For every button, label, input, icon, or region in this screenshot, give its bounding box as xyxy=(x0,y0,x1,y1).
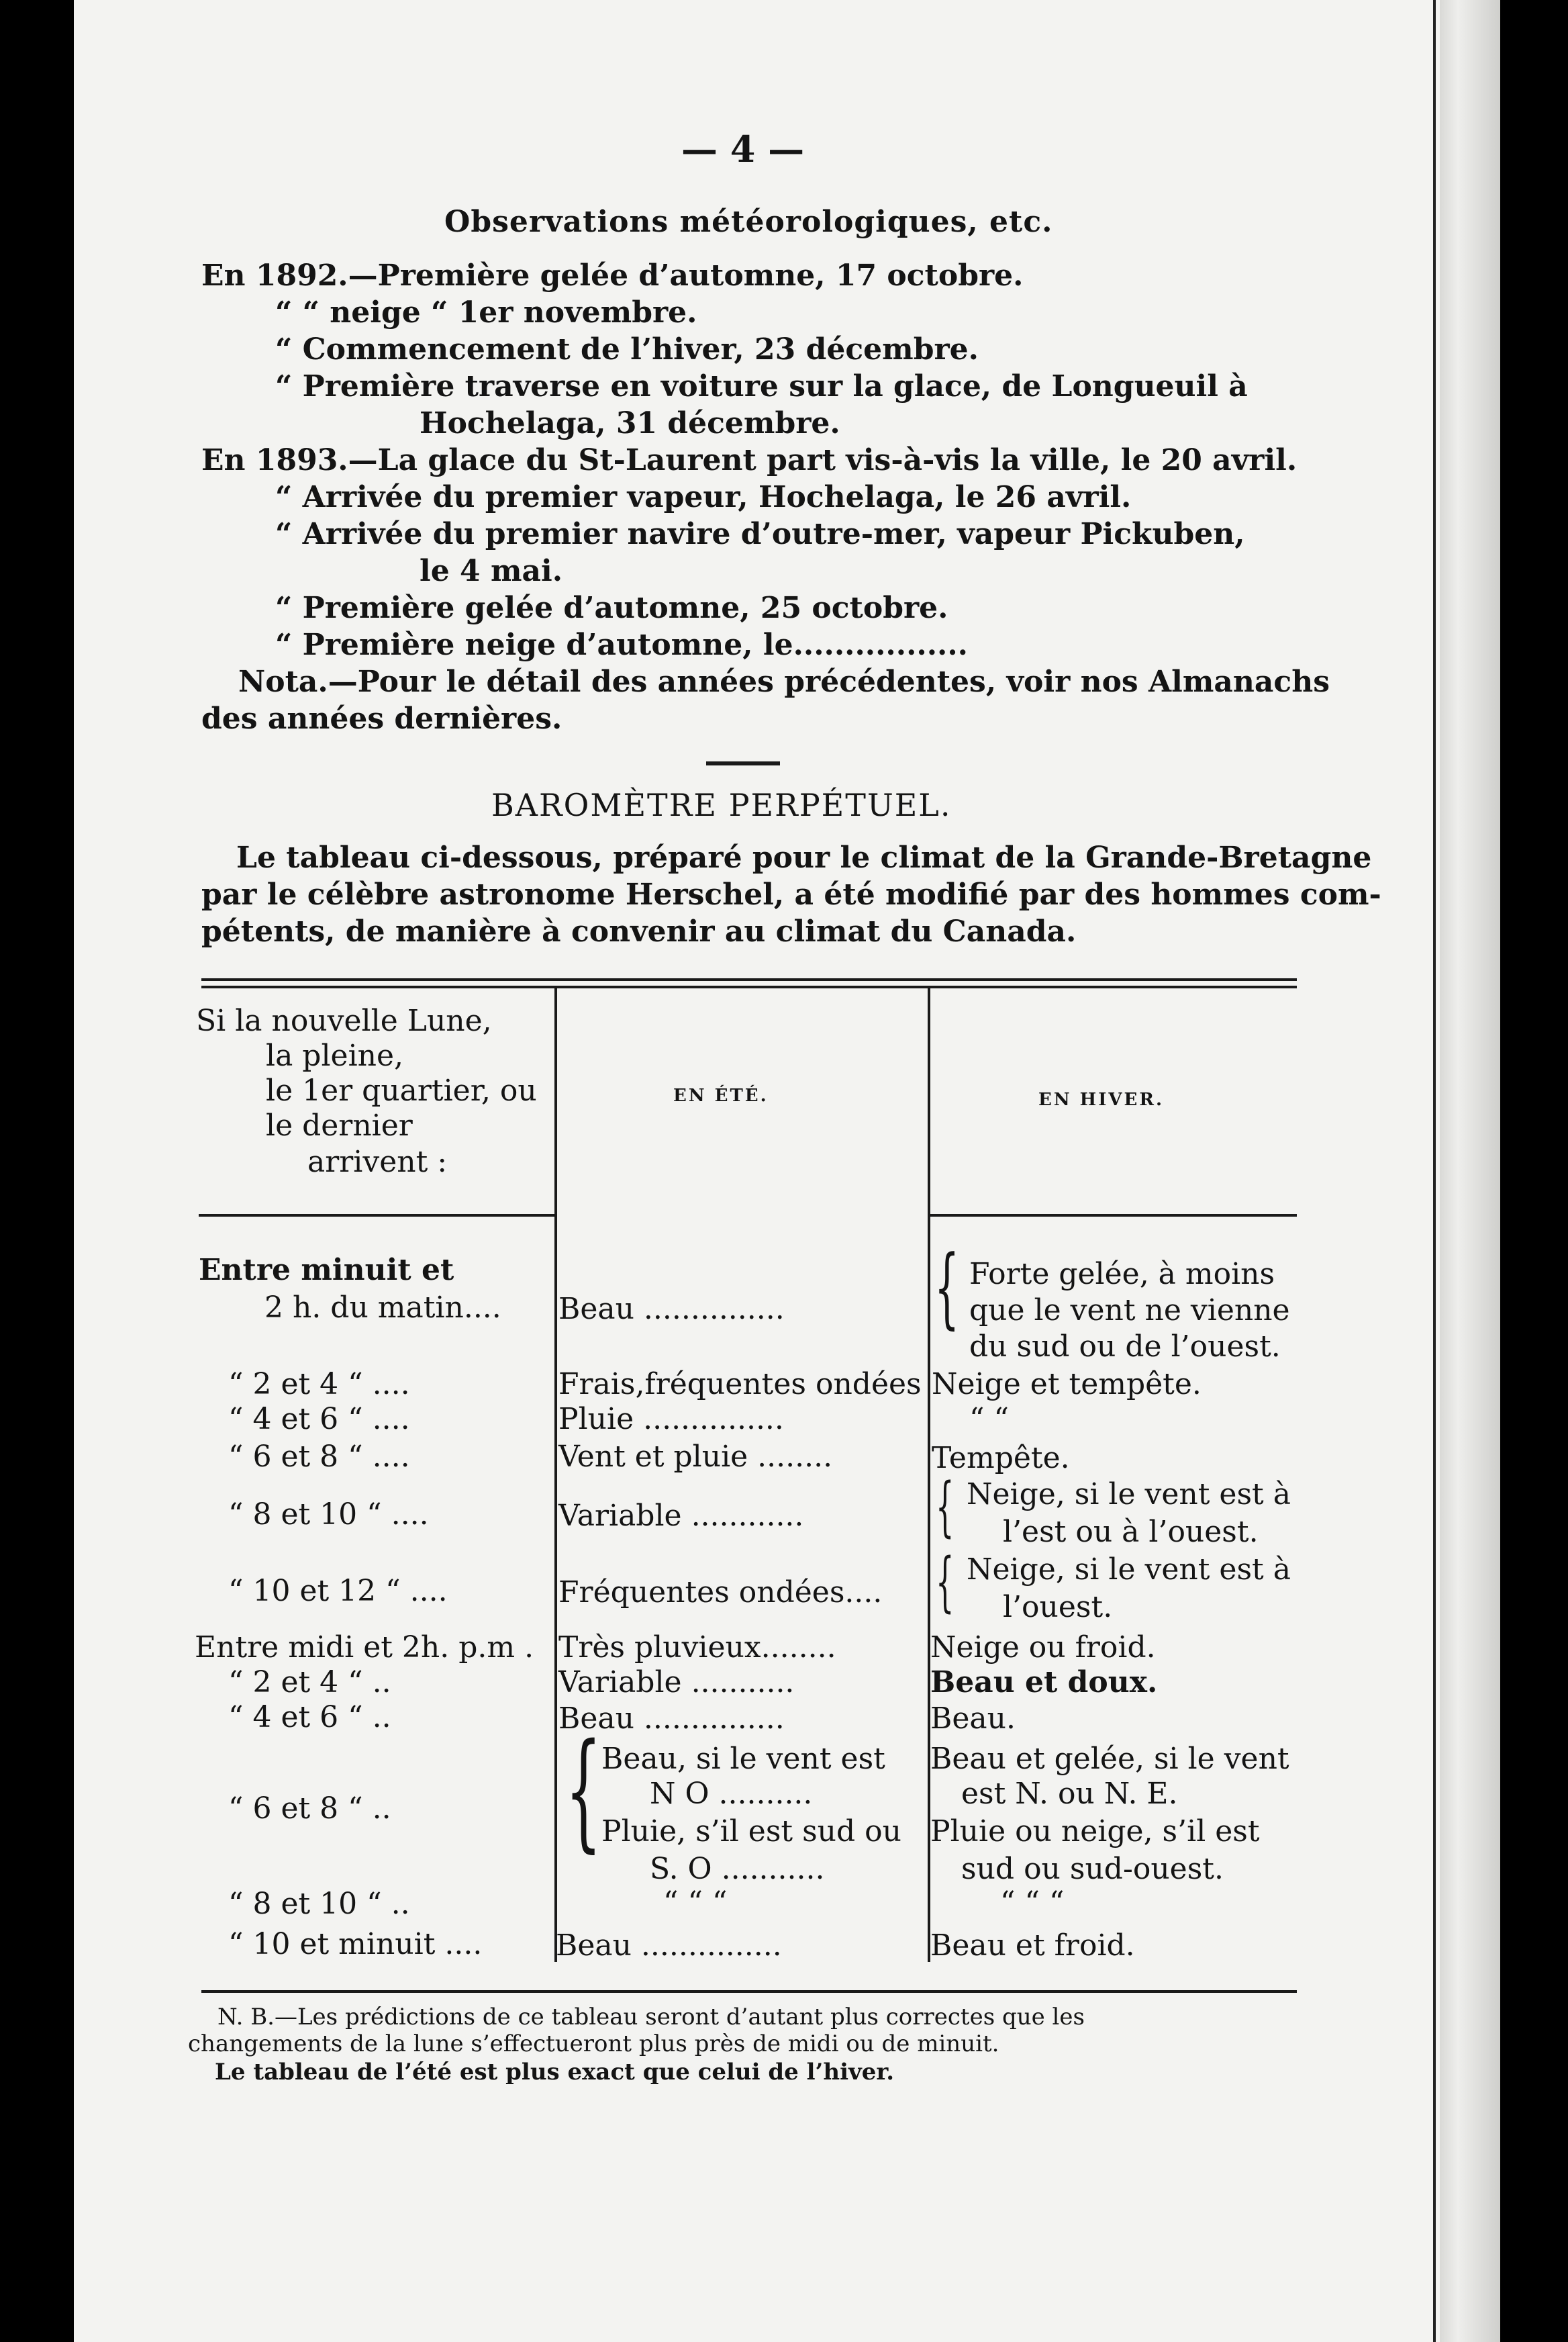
row-ete: N O .......... xyxy=(650,1777,813,1811)
row-time: “ 4 et 6 “ .. xyxy=(228,1700,391,1734)
row-time: “ 2 et 4 “ .. xyxy=(228,1665,391,1699)
intro-line: Le tableau ci-dessous, préparé pour le climat de la Grande-Bretagne xyxy=(236,841,1372,875)
row-ete: Très pluvieux........ xyxy=(558,1630,836,1665)
row-hiver: Neige ou froid. xyxy=(930,1630,1156,1665)
obs-line: “ Première neige d’automne, le................. xyxy=(275,628,968,662)
obs-line: “ Arrivée du premier vapeur, Hochelaga, le 26 avril. xyxy=(275,480,1132,514)
row-hiver: que le vent ne vienne xyxy=(969,1293,1290,1327)
brace-icon: { xyxy=(565,1716,602,1865)
header-rule-right xyxy=(930,1214,1297,1217)
col1-header-line: la pleine, xyxy=(266,1039,404,1073)
footnote-line: N. B.—Les prédictions de ce tableau seront d’autant plus correctes que les xyxy=(217,2004,1085,2030)
table-bottom-rule xyxy=(201,1990,1297,1993)
page-edge-line xyxy=(1433,0,1436,2342)
row-ete: Frais,fréquentes ondées xyxy=(558,1367,922,1401)
row-ete: Beau, si le vent est xyxy=(601,1742,885,1776)
observations-heading: Observations météorologiques, etc. xyxy=(444,205,1053,239)
row-time: “ 10 et minuit .... xyxy=(228,1927,483,1961)
obs-line: “ Arrivée du premier navire d’outre-mer, vapeur Pickuben, xyxy=(275,517,1245,551)
row-hiver: Neige, si le vent est à xyxy=(967,1552,1291,1587)
row-time: 2 h. du matin.... xyxy=(264,1291,501,1325)
col2-header: EN ÉTÉ. xyxy=(673,1086,769,1106)
row-time: “ 2 et 4 “ .... xyxy=(228,1367,410,1401)
obs-line: En 1893.—La glace du St-Laurent part vis-à-vis la ville, le 20 avril. xyxy=(201,443,1297,477)
row-time: “ 6 et 8 “ .... xyxy=(228,1440,410,1474)
obs-line: En 1892.—Première gelée d’automne, 17 octobre. xyxy=(201,259,1024,293)
brace-icon: { xyxy=(936,1469,954,1544)
obs-line: “ Première traverse en voiture sur la glace, de Longueuil à xyxy=(275,369,1248,404)
row-time: Entre minuit et xyxy=(199,1253,454,1287)
row-hiver: l’est ou à l’ouest. xyxy=(1003,1515,1259,1549)
table-top-rule xyxy=(201,978,1297,981)
col1-header-line: Si la nouvelle Lune, xyxy=(196,1004,492,1038)
row-time: Entre midi et 2h. p.m . xyxy=(195,1630,534,1665)
brace-icon: { xyxy=(936,1544,954,1620)
footnote-line: Le tableau de l’été est plus exact que celui de l’hiver. xyxy=(215,2059,895,2086)
row-hiver: “ “ “ xyxy=(1000,1885,1065,1920)
intro-line: pétents, de manière à convenir au climat du Canada. xyxy=(201,915,1077,949)
row-hiver: “ “ xyxy=(969,1402,1009,1436)
obs-line: “ Première gelée d’automne, 25 octobre. xyxy=(275,591,948,625)
table-top-rule-2 xyxy=(201,986,1297,988)
row-time: “ 6 et 8 “ .. xyxy=(228,1791,391,1826)
row-hiver: Beau et doux. xyxy=(930,1665,1158,1699)
intro-line: par le célèbre astronome Herschel, a été modifié par des hommes com- xyxy=(201,878,1381,912)
page-edge-right xyxy=(1440,0,1500,2342)
row-ete: “ “ “ xyxy=(663,1885,728,1920)
header-rule-left xyxy=(199,1214,556,1217)
obs-line: “ “ neige “ 1er novembre. xyxy=(275,295,697,330)
row-hiver: Beau et gelée, si le vent xyxy=(930,1742,1289,1776)
barometer-title: BAROMÈTRE PERPÉTUEL. xyxy=(491,787,952,823)
section-divider xyxy=(706,761,780,765)
row-hiver: sud ou sud-ouest. xyxy=(961,1852,1224,1886)
row-hiver: Neige et tempête. xyxy=(932,1367,1202,1401)
row-ete: Variable ............ xyxy=(558,1499,804,1533)
row-hiver: est N. ou N. E. xyxy=(961,1777,1178,1811)
row-time: “ 10 et 12 “ .... xyxy=(228,1574,448,1608)
row-hiver: Pluie ou neige, s’il est xyxy=(930,1814,1260,1848)
row-time: “ 4 et 6 “ .... xyxy=(228,1402,410,1436)
obs-line: “ Commencement de l’hiver, 23 décembre. xyxy=(275,332,979,367)
col1-header-line: le 1er quartier, ou xyxy=(266,1074,537,1108)
brace-icon: { xyxy=(934,1236,960,1338)
row-ete: Variable ........... xyxy=(558,1665,795,1699)
col3-header: EN HIVER. xyxy=(1038,1090,1165,1110)
row-ete: Fréquentes ondées.... xyxy=(558,1575,883,1609)
row-ete: Beau ............... xyxy=(558,1292,785,1326)
row-hiver: Beau. xyxy=(930,1701,1016,1736)
col1-header-line: le dernier xyxy=(266,1109,413,1143)
footnote-line: changements de la lune s’effectueront plus près de midi ou de minuit. xyxy=(188,2030,999,2057)
obs-nota-line: Nota.—Pour le détail des années précédentes, voir nos Almanachs xyxy=(238,665,1330,699)
page-number: — 4 — xyxy=(681,128,805,171)
row-ete: Beau ............... xyxy=(556,1928,782,1963)
row-time: “ 8 et 10 “ .... xyxy=(228,1497,429,1532)
row-hiver: Forte gelée, à moins xyxy=(969,1257,1275,1291)
obs-line: des années dernières. xyxy=(201,702,562,736)
row-time: “ 8 et 10 “ .. xyxy=(228,1887,410,1921)
row-hiver: Beau et froid. xyxy=(930,1928,1135,1963)
row-ete: Vent et pluie ........ xyxy=(558,1440,833,1474)
row-hiver: l’ouest. xyxy=(1003,1590,1113,1624)
column-rule-1 xyxy=(554,988,557,1962)
obs-line: Hochelaga, 31 décembre. xyxy=(420,406,840,440)
row-ete: S. O ........... xyxy=(650,1852,825,1886)
row-hiver: Tempête. xyxy=(932,1441,1070,1475)
row-ete: Pluie ............... xyxy=(558,1402,784,1436)
row-hiver: Neige, si le vent est à xyxy=(967,1477,1291,1511)
col1-header-line: arrivent : xyxy=(307,1145,448,1179)
row-ete: Beau ............... xyxy=(558,1701,785,1736)
row-ete: Pluie, s’il est sud ou xyxy=(601,1814,901,1848)
obs-line: le 4 mai. xyxy=(420,554,563,588)
row-hiver: du sud ou de l’ouest. xyxy=(969,1329,1281,1364)
